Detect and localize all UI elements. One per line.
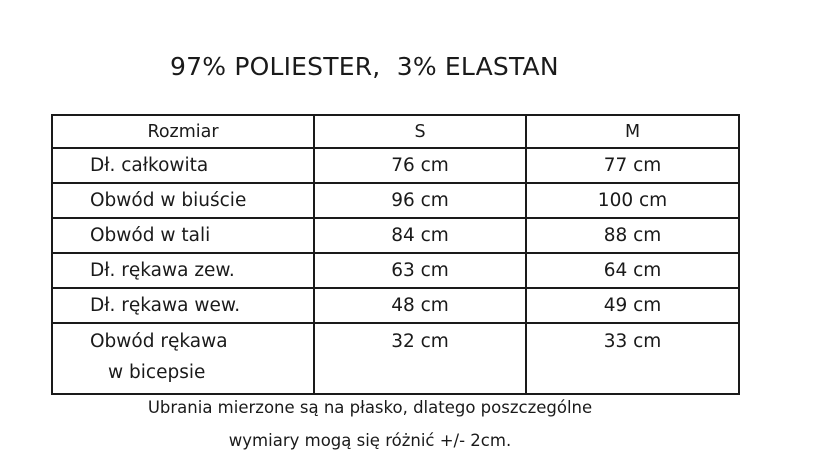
header-size-m: M — [526, 115, 739, 148]
header-size-s: S — [314, 115, 526, 148]
row-label: Obwód w tali — [52, 218, 314, 253]
row-value-m: 64 cm — [526, 253, 739, 288]
table-row — [52, 288, 739, 323]
row-value-m: 88 cm — [526, 218, 739, 253]
header-size-label: Rozmiar — [52, 115, 314, 148]
row-value-s: 84 cm — [314, 218, 526, 253]
material-title: 97% POLIESTER, 3% ELASTAN — [170, 52, 559, 81]
row-value-s: 32 cm — [314, 323, 526, 394]
measurement-note-line1: Ubrania mierzone są na płasko, dlatego poszczególne — [147, 398, 593, 417]
row-value-m: 77 cm — [526, 148, 739, 183]
table-row — [52, 218, 739, 253]
row-value-m: 33 cm — [526, 323, 739, 394]
row-label: Dł. całkowita — [52, 148, 314, 183]
row-label — [52, 323, 314, 394]
row-value-s: 63 cm — [314, 253, 526, 288]
row-label: Dł. rękawa zew. — [52, 253, 314, 288]
row-value-s: 96 cm — [314, 183, 526, 218]
measurement-note-line2: wymiary mogą się różnić +/- 2cm. — [228, 431, 512, 450]
table-row — [52, 323, 739, 394]
row-label-line2: w bicepsie — [108, 362, 206, 383]
row-label: Obwód w biuście — [52, 183, 314, 218]
row-value-s: 76 cm — [314, 148, 526, 183]
table-row — [52, 183, 739, 218]
row-value-s: 48 cm — [314, 288, 526, 323]
row-label: Dł. rękawa wew. — [52, 288, 314, 323]
row-value-m: 100 cm — [526, 183, 739, 218]
table-row — [52, 148, 739, 183]
table-row — [52, 253, 739, 288]
table-header-row — [52, 115, 739, 148]
row-value-m: 49 cm — [526, 288, 739, 323]
row-label-line1: Obwód rękawa — [90, 331, 228, 352]
size-table — [51, 114, 740, 395]
